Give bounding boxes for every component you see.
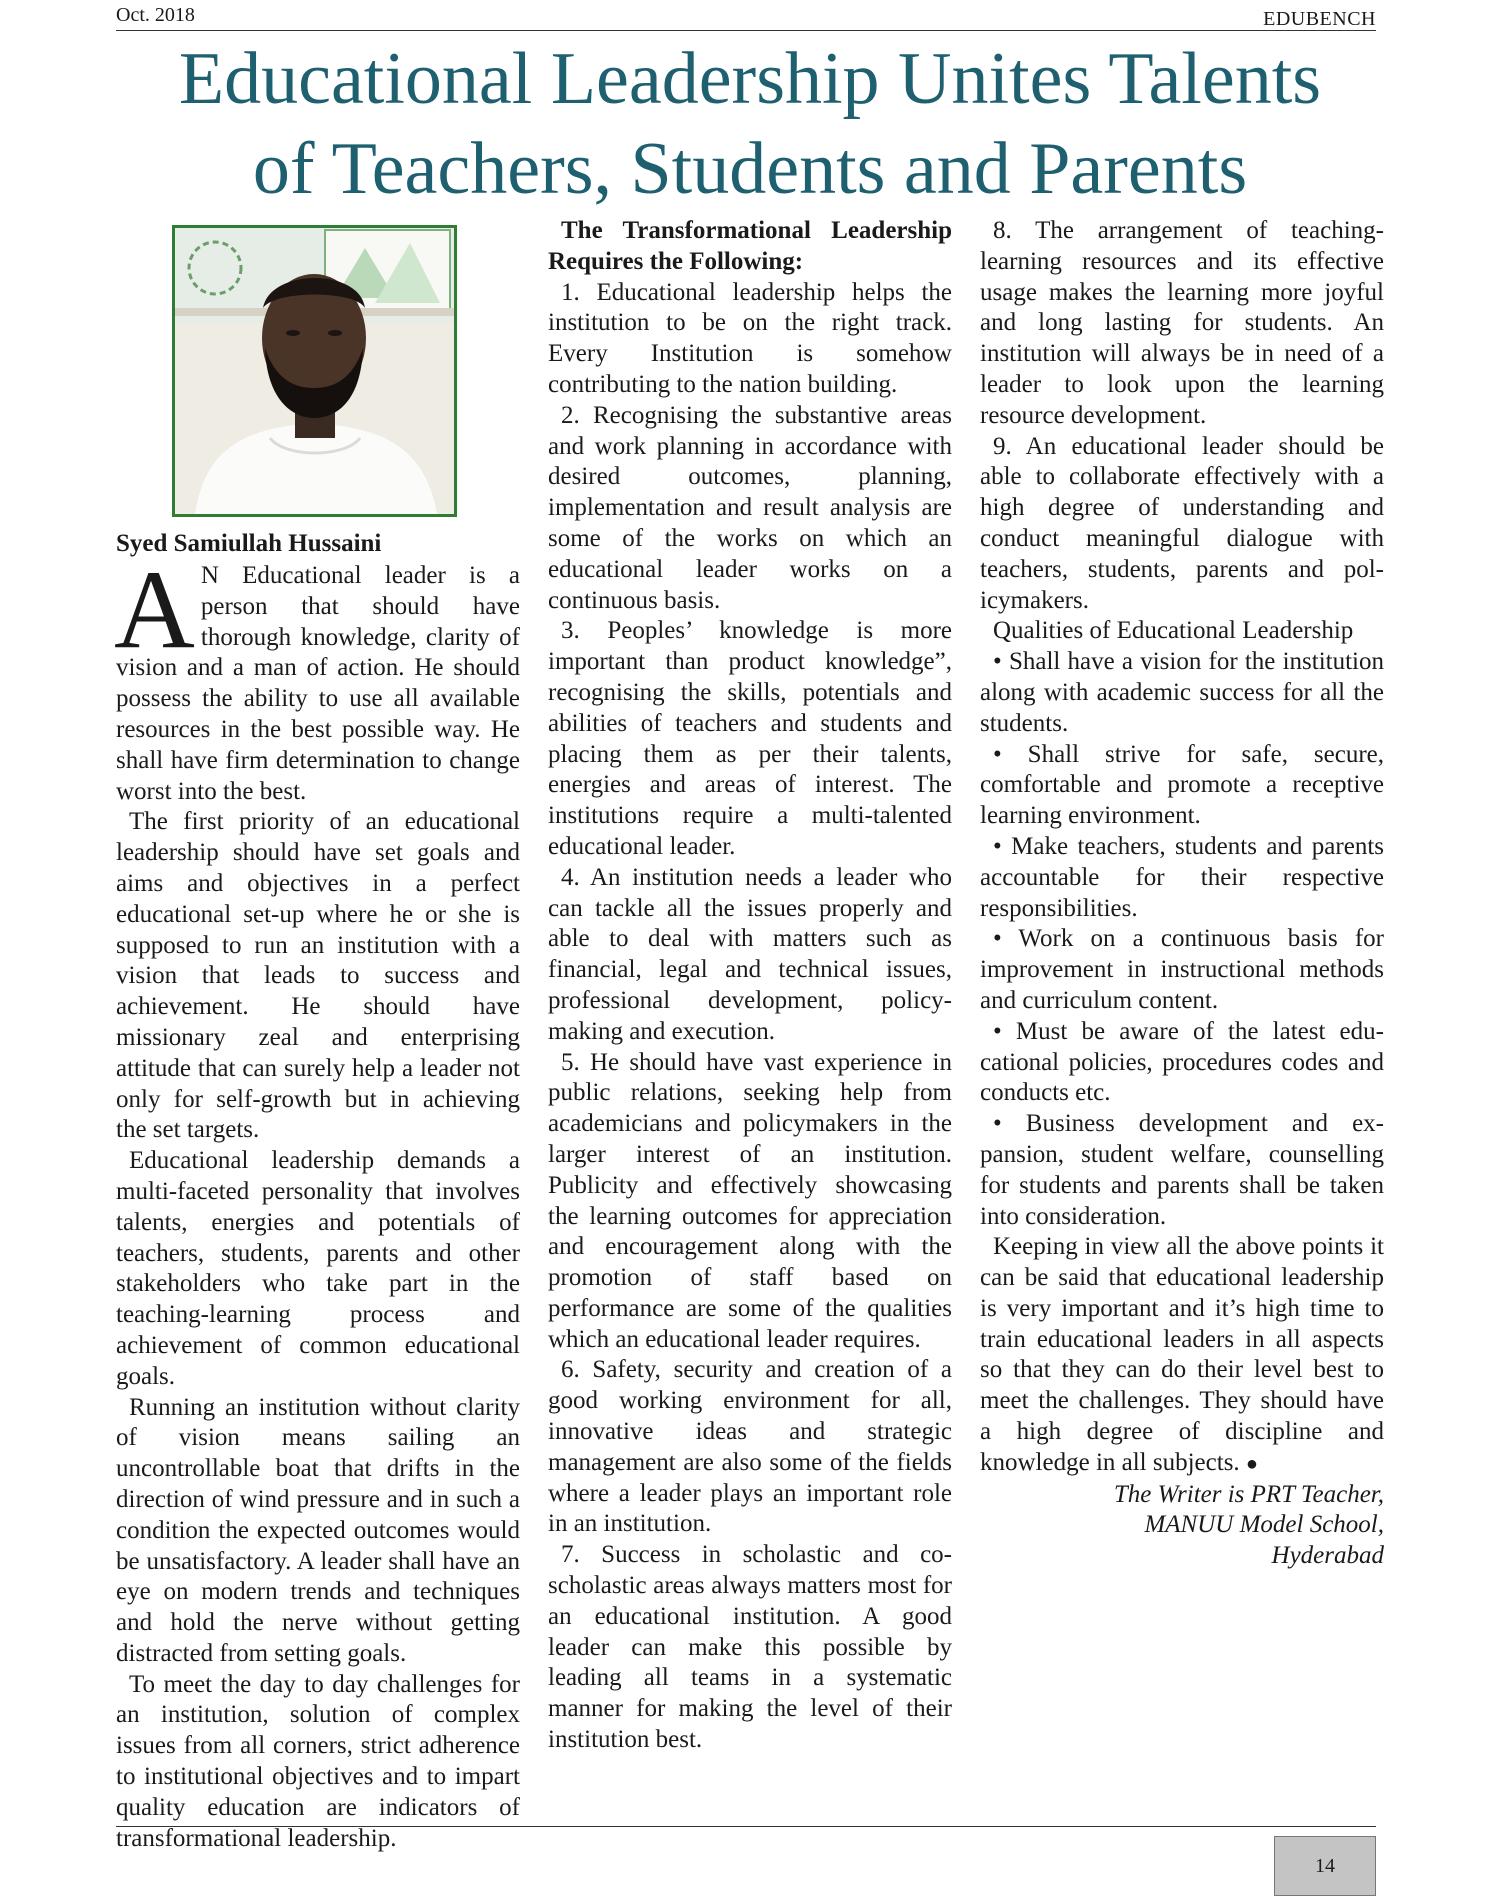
list-item-3: 3. Peoples’ knowledge is more important than product knowledge”, recognising the skills, potentials and abilities of teachers and students and placing them as per their talents, energies and areas of interest. The institutions require a multi-talented educational leader. [548,617,952,860]
headline-line-1: Educational Leadership Unites Talents [178,38,1322,120]
article-paragraph-5: To meet the day to day challenges for an institution, solution of complex issues from all corners, strict adherence to institutional objectives and to impart quality education are indicators of transformational leadership. [116,1670,520,1852]
writer-credit-line-2: MANUU Model School, [1144,1511,1384,1539]
drop-cap: A [114,548,195,672]
article-column-1 [114,548,520,1854]
list-item-1: 1. Educational leadership helps the institution to be on the right track. Every Institution is somehow contributing to the nation building. [548,278,952,398]
header-date: Oct. 2018 [116,4,195,26]
conclusion-text: Keeping in view all the above points it can be said that educational leadership is very important and it’s high time to train educational leaders in all aspects so that they can do their level best to meet the challenges. They should have a high degree of discipline and knowledge in all subjects. [980,1233,1384,1476]
bullet-item-1: • Shall have a vision for the institution along with academic success for all the students. [980,648,1384,737]
article-column-2 [548,216,952,1756]
bullet-item-6: • Business development and expansion, student welfare, counselling for students and parents shall be taken into consideration. [980,1110,1384,1230]
list-item-8: 8. The arrangement of teaching-learning resources and its effective usage makes the learning more joyful and long lasting for students. An institution will always be in need of a leader to look upon the learning resource development. [980,217,1384,429]
writer-credit-line-1: The Writer is PRT Teacher, [1113,1480,1384,1508]
list-item-5: 5. He should have vast experience in public relations, seeking help from academicians and policymakers in the larger interest of an institution. Publicity and effectively showcasing the learning outcomes for appreciation and encouragement along with the promotion of staff based on performance are some of the qualities which an educational leader requires. [548,1048,952,1353]
author-byline: Syed Samiullah Hussaini [116,530,382,557]
bullet-item-5: • Must be aware of the latest educational policies, procedures codes and conducts etc. [980,1017,1384,1107]
headline [100,34,1400,214]
publication-name: EDUBENCH [1263,8,1376,30]
end-mark: ● [1245,1452,1259,1475]
bullet-item-3: • Make teachers, students and parents accountable for their respective responsibilities. [980,832,1384,922]
list-item-9: 9. An educational leader should be able to collaborate effectively with a high degree of understanding and conduct meaningful dialogue with teachers, students, parents and policymakers. [980,432,1384,614]
subhead-transformational: The Transformational Leadership Requires the Following: [548,217,952,275]
bullet-item-2: • Shall strive for safe, secure, comfortable and promote a receptive learning environment. [980,740,1384,830]
headline-line-2: of Teachers, Students and Parents [252,128,1248,210]
bullet-item-4: • Work on a continuous basis for improvement in instructional methods and curriculum content. [980,925,1384,1014]
article-paragraph-3: Educational leadership demands a multi-faceted personality that involves talents, energies and potentials of teachers, students, parents and other stakeholders who take part in the teaching-learning process and achievement of common educational goals. [116,1147,520,1390]
subhead-qualities: Qualities of Educational Leadership [993,617,1354,645]
article-column-3 [980,216,1384,1572]
writer-credit-line-3: Hyderabad [1271,1542,1384,1570]
list-item-2: 2. Recognising the substantive areas and work planning in accordance with desired outcomes, planning, implementation and result analysis are some of the works on which an educational leader works on a continuous basis. [548,401,952,614]
header-rule [116,30,1376,31]
author-photo [172,225,457,517]
list-item-6: 6. Safety, security and creation of a good working environment for all, innovative ideas and strategic management are also some of the fields where a leader plays an important role in an institution. [548,1356,952,1538]
article-paragraph-4: Running an institution without clarity of vision means sailing an uncontrollable boat that drifts in the direction of wind pressure and in such a condition the expected outcomes would be unsatisfactory. A leader shall have an eye on modern trends and techniques and hold the nerve without getting distracted from setting goals. [116,1393,520,1667]
conclusion-paragraph [980,1232,1384,1479]
page-number-box [1274,1836,1376,1896]
article-paragraph-2: The first priority of an educational leadership should have set goals and aims and objectives in a perfect educational set-up where he or she is supposed to run an institution with a vision that leads to success and achievement. He should have missionary zeal and enterprising attitude that can surely help a leader not only for self-growth but in achieving the set targets. [116,808,520,1144]
intro-text: N Educational leader is a person that should have thorough knowledge, clarity of vision and a man of action. He should possess the ability to use all available resources in the best possible way. He shall have firm determination to change worst into the best. [116,562,520,805]
list-item-7: 7. Success in scholastic and co-scholastic areas always matters most for an educational institution. A good leader can make this possible by leading all teams in a systematic manner for making the level of their institution best. [548,1541,952,1754]
footer-rule [116,1826,1376,1827]
page-number: 14 [1315,1854,1335,1877]
article-paragraph-1 [114,548,520,807]
list-item-4: 4. An institution needs a leader who can tackle all the issues properly and able to deal with matters such as financial, legal and technical issues, professional development, policy-making and execution. [548,863,952,1045]
